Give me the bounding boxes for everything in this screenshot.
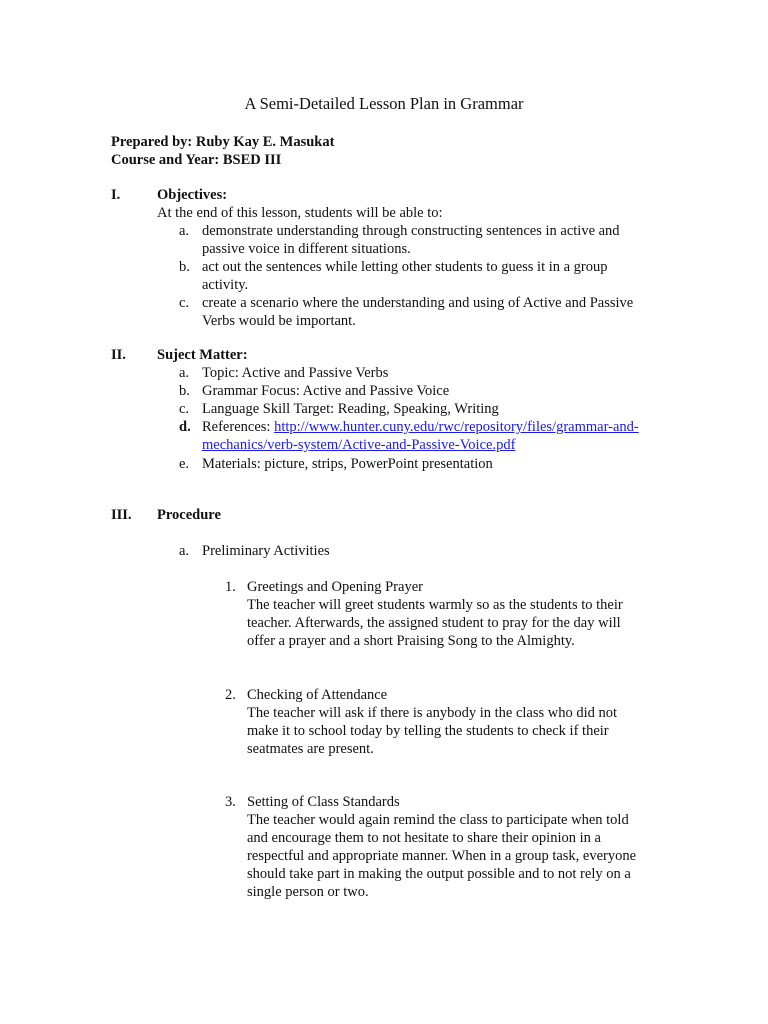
list-marker: c. — [179, 401, 190, 417]
list-item — [179, 294, 659, 330]
list-item — [179, 455, 659, 473]
list-marker: a. — [179, 223, 190, 239]
step-description: The teacher will ask if there is anybody in the class who did not make it to school today by telling the students to check if their seatmates are present. — [247, 705, 618, 757]
list-item-text: demonstrate understanding through constructing sentences in active and passive voice in different situations. — [202, 223, 620, 257]
course-year: Course and Year: BSED III — [111, 152, 282, 168]
list-item-text: create a scenario where the understanding and using of Active and Passive Verbs would be important. — [202, 295, 634, 329]
list-item — [179, 258, 659, 294]
list-item-text: Language Skill Target: Reading, Speaking, Writing — [202, 401, 499, 417]
procedure-step — [225, 686, 645, 758]
list-item-text: Topic: Active and Passive Verbs — [202, 365, 389, 381]
references-item — [202, 418, 652, 454]
list-item-text: act out the sentences while letting other students to guess it in a group activity. — [202, 259, 608, 293]
list-marker: b. — [179, 259, 190, 275]
list-marker: a. — [179, 365, 190, 381]
procedure-subheading — [179, 543, 330, 560]
list-marker: c. — [179, 295, 190, 311]
section-heading-objectives: Objectives: — [157, 187, 228, 203]
list-marker: d. — [179, 419, 191, 435]
procedure-step — [225, 793, 645, 901]
list-item — [179, 382, 659, 400]
list-item-text: Materials: picture, strips, PowerPoint presentation — [202, 456, 493, 472]
step-number: 3. — [225, 794, 236, 810]
procedure-subheading-label: Preliminary Activities — [202, 543, 330, 559]
section-heading-subject-matter: Suject Matter: — [157, 347, 248, 363]
references-link[interactable]: http://www.hunter.cuny.edu/rwc/repository/files/grammar-and-mechanics/verb-system/Active-and-Passive-Voice.pdf — [202, 419, 639, 453]
list-marker: a. — [179, 543, 190, 559]
list-marker: e. — [179, 456, 190, 472]
document-title: A Semi-Detailed Lesson Plan in Grammar — [244, 94, 524, 113]
list-item — [179, 418, 659, 454]
section-heading-procedure: Procedure — [157, 507, 221, 523]
step-number: 1. — [225, 579, 236, 595]
objectives-intro: At the end of this lesson, students will be able to: — [157, 205, 443, 221]
step-description: The teacher would again remind the class to participate when told and encourage them to not hesitate to share their opinion in a respectful and appropriate manner. When in a group task, everyone should take part in making the output possible and to not rely on a single person or two. — [247, 812, 637, 900]
step-heading: Setting of Class Standards — [247, 794, 400, 810]
list-item-text: Grammar Focus: Active and Passive Voice — [202, 383, 450, 399]
step-heading: Greetings and Opening Prayer — [247, 579, 423, 595]
section-number-subject-matter: II. — [111, 347, 126, 363]
list-item — [179, 222, 659, 258]
step-heading: Checking of Attendance — [247, 687, 388, 703]
prepared-by: Prepared by: Ruby Kay E. Masukat — [111, 134, 335, 150]
list-marker: b. — [179, 383, 190, 399]
references-prefix: References: — [202, 419, 275, 435]
step-description: The teacher will greet students warmly so as the students to their teacher. Afterwards, the assigned student to pray for the day will offer a prayer and a short Praising Song to the Almighty. — [247, 597, 623, 649]
step-number: 2. — [225, 687, 236, 703]
procedure-step — [225, 578, 645, 650]
list-item — [179, 364, 659, 382]
list-item — [179, 400, 659, 418]
section-number-objectives: I. — [111, 187, 121, 203]
section-number-procedure: III. — [111, 507, 132, 523]
